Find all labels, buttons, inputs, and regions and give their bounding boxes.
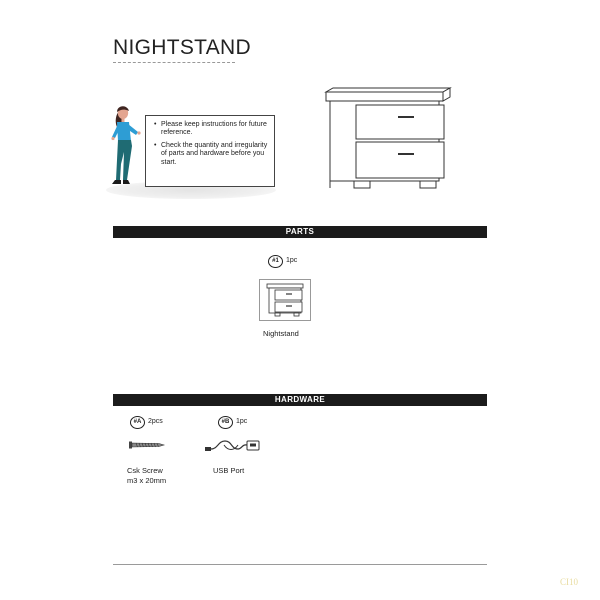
hardware-size: m3 x 20mm [127,476,167,485]
hardware-badge: #B [218,416,233,429]
nightstand-thumbnail-icon [260,280,310,320]
parts-section-header: PARTS [113,226,487,238]
hardware-section-header: HARDWARE [113,394,487,406]
part-name: Nightstand [263,329,299,338]
instructions-box [145,115,275,187]
part-thumbnail [259,279,311,321]
hardware-badge: #A [130,416,145,429]
hardware-quantity: 1pc [236,418,248,425]
page-title: NIGHTSTAND [113,36,251,59]
part-quantity: 1pc [286,257,298,264]
page-code: CI10 [560,577,578,587]
usb-cable-icon [204,436,260,456]
title-underline [113,62,235,63]
screw-icon [128,440,166,450]
nightstand-illustration [322,86,454,190]
instruction-item: • Check the quantity and irregularity of parts and hardware before you start. [161,142,269,167]
part-badge: #1 [268,255,283,268]
hardware-name: Csk Screw [127,466,163,475]
instruction-item: • Please keep instructions for future reference. [161,121,269,138]
hardware-quantity: 2pcs [148,418,163,425]
footer-rule [113,564,487,565]
hardware-name: USB Port [213,466,245,475]
